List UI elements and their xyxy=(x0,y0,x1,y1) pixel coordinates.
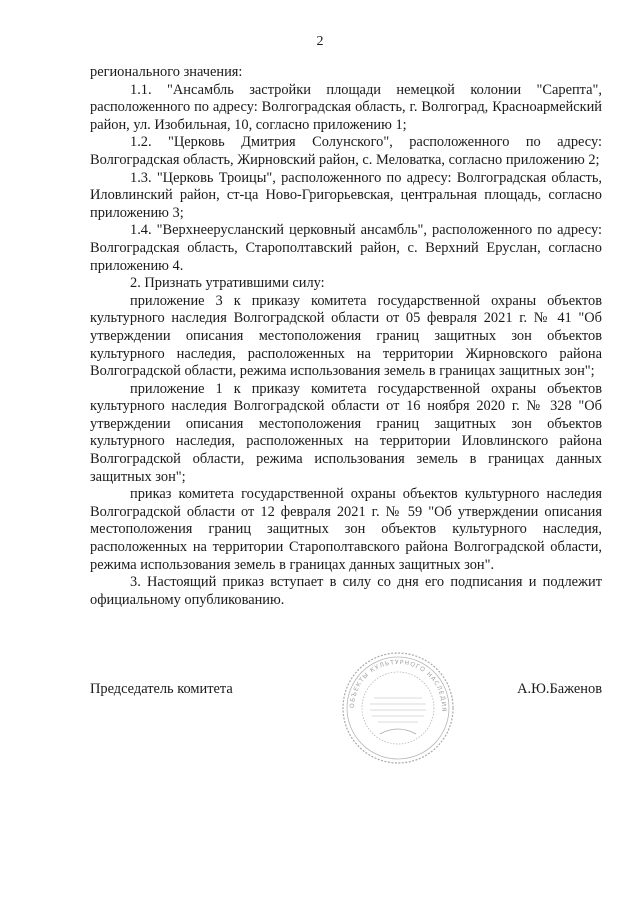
paragraph-item-1-4: 1.4. "Верхнеерусланский церковный ансамбль", расположенного по адресу: Волгоградская область, Старополтавский район, с. Верхний Еруслан, согласно приложению 4. xyxy=(90,222,602,274)
paragraph-intro: регионального значения: xyxy=(90,64,243,80)
paragraph-repeal-3: приказ комитета государственной охраны объектов культурного наследия Волгоградской области от 12 февраля 2021 г. № 59 "Об утверждении описания местоположения границ защитных зон объектов культурного наследия, расположенных на территории Старополтавского района Волгоградской области, режима использования земель в границах данных защитных зон". xyxy=(90,486,602,573)
page-number: 2 xyxy=(316,34,324,49)
paragraph-item-1-1: 1.1. "Ансамбль застройки площади немецкой колонии "Сарепта", расположенного по адресу: Волгоградская область, г. Волгоград, Красноармейский район, ул. Изобильная, 10, согласно приложению 1; xyxy=(90,81,602,133)
signatory-name: А.Ю.Баженов xyxy=(517,681,602,697)
paragraph-repeal-2: приложение 1 к приказу комитета государственной охраны объектов культурного наследия Волгоградской области от 16 ноября 2020 г. № 328 "Об утверждении описания местоположения границ защитных зон объектов культурного наследия, расположенных на территории Иловлинского района Волгоградской области, режима использования земель в границах данных защитных зон"; xyxy=(90,380,602,485)
paragraph-item-1-3: 1.3. "Церковь Троицы", расположенного по адресу: Волгоградская область, Иловлинский район, ст-ца Ново-Григорьевская, центральная площадь, согласно приложению 3; xyxy=(90,169,602,221)
paragraph-item-2: 2. Признать утратившими силу: xyxy=(130,275,325,292)
signatory-title: Председатель комитета xyxy=(90,681,233,697)
seal-ring-text: ОБЪЕКТЫ КУЛЬТУРНОГО НАСЛЕДИЯ xyxy=(348,658,448,713)
document-body xyxy=(90,64,602,609)
svg-text:ОБЪЕКТЫ КУЛЬТУРНОГО НАСЛЕДИЯ xyxy=(349,659,447,713)
official-seal-icon xyxy=(340,650,456,766)
paragraph-item-1-2: 1.2. "Церковь Дмитрия Солунского", расположенного по адресу: Волгоградская область, Жирновский район, с. Меловатка, согласно приложению 2; xyxy=(90,134,602,168)
paragraph-item-3: 3. Настоящий приказ вступает в силу со дня его подписания и подлежит официальному опубликованию. xyxy=(90,574,602,608)
paragraph-repeal-1: приложение 3 к приказу комитета государственной охраны объектов культурного наследия Волгоградской области от 05 февраля 2021 г. № 41 "Об утверждении описания местоположения границ защитных зон объектов культурного наследия, расположенных на территории Жирновского района Волгоградской области, режима использования земель в границах защитных зон"; xyxy=(90,292,602,380)
